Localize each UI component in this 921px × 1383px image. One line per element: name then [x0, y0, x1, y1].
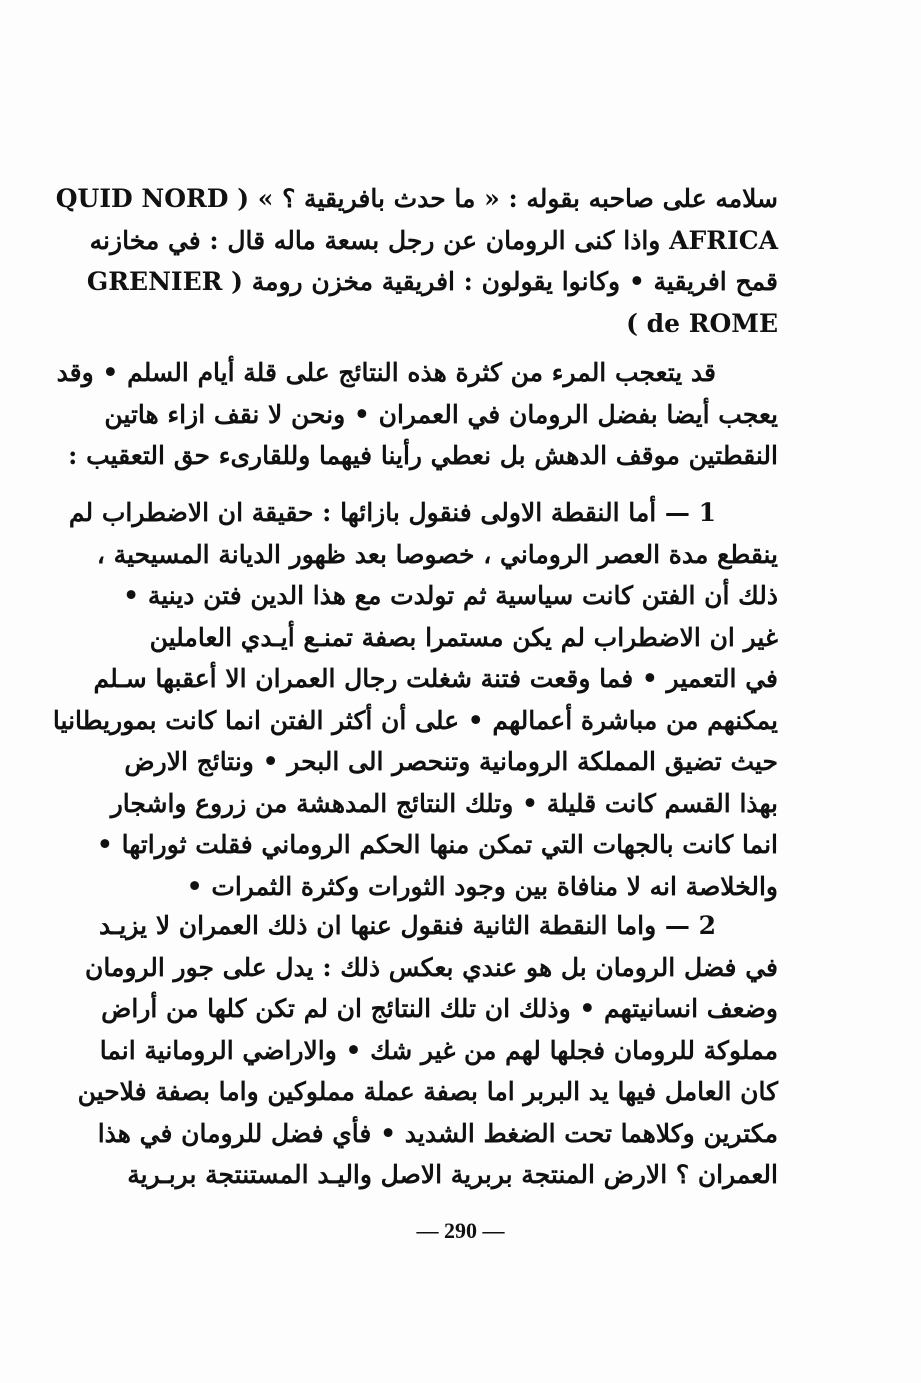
- text-line: AFRICA واذا كنى الرومان عن رجل بسعة ماله قال : في مخازنه: [89, 225, 778, 255]
- text-line: قد يتعجب المرء من كثرة هذه النتائج على قلة أيام السلم • وقد: [56, 358, 716, 387]
- text-line: يمكنهم من مباشرة أعمالهم • على أن أكثر الفتن انما كانت بموريطانيا: [52, 705, 778, 735]
- text-line: كان العامل فيها يد البربر اما بصفة عملة مملوكين واما بصفة فلاحين: [77, 1077, 778, 1106]
- text-line: de ROME ): [626, 308, 778, 338]
- text-line: يعجب أيضا بفضل الرومان في العمران • ونحن لا نقف ازاء هاتين: [104, 399, 778, 429]
- text-line: حيث تضيق المملكة الرومانية وتنحصر الى البحر • ونتائج الارض: [124, 747, 778, 776]
- text-line: والخلاصة انه لا منافاة بين وجود الثورات وكثرة الثمرات •: [186, 871, 778, 901]
- text-line: ينقطع مدة العصر الروماني ، خصوصا بعد ظهور الديانة المسيحية ،: [96, 539, 778, 569]
- text-line: قمح افريقية • وكانوا يقولون : افريقية مخزن رومة ( GRENIER: [86, 267, 778, 296]
- text-line: في فضل الرومان بل هو عندي بعكس ذلك : يدل على جور الرومان: [85, 952, 778, 982]
- text-line: غير ان الاضطراب لم يكن مستمرا بصفة تمنـع أيـدي العاملين: [149, 622, 778, 652]
- text-line: النقطتين موقف الدهش بل نعطي رأينا فيهما وللقارىء حق التعقيب :: [68, 441, 778, 470]
- paragraph-2: [52, 492, 778, 907]
- text-line: في التعمير • فما وقعت فتنة شغلت رجال العمران الا أعقبها سـلم: [93, 664, 778, 693]
- text-line: العمران ؟ الارض المنتجة بربرية الاصل واليـد المستنتجة بربـرية: [127, 1160, 778, 1189]
- text-line: 1 — أما النقطة الاولى فنقول بازائها : حقيقة ان الاضطراب لم: [68, 498, 716, 527]
- text-line: انما كانت بالجهات التي تمكن منها الحكم الروماني فقلت ثوراتها •: [96, 830, 778, 859]
- text-line: بهذا القسم كانت قليلة • وتلك النتائج المدهشة من زروع واشجار: [110, 788, 778, 818]
- text-line: 2 — واما النقطة الثانية فنقول عنها ان ذلك العمران لا يزيـد: [98, 911, 716, 940]
- text-line: ذلك أن الفتن كانت سياسية ثم تولدت مع هذا الدين فتن دينية •: [123, 581, 778, 610]
- text-line: وضعف انسانيتهم • وذلك ان تلك النتائج ان لم تكن كلها من أراض: [101, 994, 778, 1023]
- paragraph-3: [77, 905, 778, 1196]
- page-number: — 290 —: [416, 1218, 505, 1243]
- text-line: مملوكة للرومان فجلها لهم من غير شك • والاراضي الرومانية انما: [99, 1035, 778, 1065]
- text-line: سلامه على صاحبه بقوله : « ما حدث بافريقية ؟ » ( QUID NORD: [55, 184, 778, 213]
- paragraph-1: [56, 352, 778, 477]
- text-line: مكترين وكلاهما تحت الضغط الشديد • فأي فضل للرومان في هذا: [97, 1118, 778, 1148]
- paragraph-intro: [55, 178, 778, 344]
